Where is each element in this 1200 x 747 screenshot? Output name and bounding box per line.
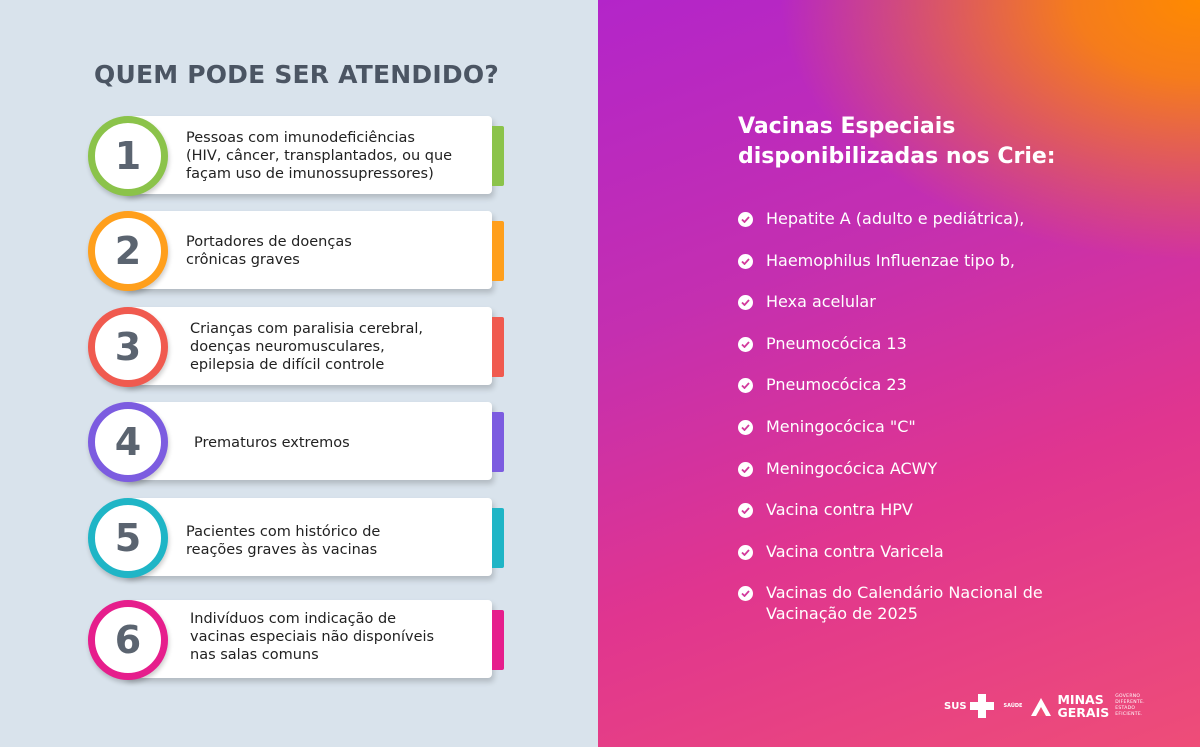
item-number: 5 bbox=[114, 516, 142, 560]
vaccine-item bbox=[738, 541, 1043, 583]
check-icon bbox=[738, 337, 753, 352]
vaccine-label: Haemophilus Influenzae tipo b, bbox=[766, 250, 1015, 270]
item-color-tab bbox=[492, 126, 504, 186]
vaccine-label: Vacina contra Varicela bbox=[766, 541, 944, 561]
vaccine-item bbox=[738, 208, 1043, 250]
sus-logo-text: SUS bbox=[944, 700, 967, 712]
vaccines-title: Vacinas Especiais disponibilizadas nos Crie: bbox=[738, 114, 1056, 169]
check-icon bbox=[738, 462, 753, 477]
item-number: 3 bbox=[114, 325, 142, 369]
vaccine-item bbox=[738, 458, 1043, 500]
item-text: Pessoas com imunodeficiências (HIV, câncer, transplantados, ou que façam uso de imunossupressores) bbox=[186, 130, 453, 182]
number-circle bbox=[88, 116, 168, 196]
list-item-5 bbox=[88, 498, 508, 584]
saude-label: SAÚDE bbox=[1003, 703, 1023, 709]
number-circle bbox=[88, 600, 168, 680]
item-number: 4 bbox=[114, 420, 142, 464]
item-number: 6 bbox=[114, 618, 142, 662]
page-title: QUEM PODE SER ATENDIDO? bbox=[94, 60, 499, 89]
item-color-tab bbox=[492, 317, 504, 377]
vaccine-item bbox=[738, 582, 1043, 624]
list-item-1 bbox=[88, 116, 508, 202]
number-circle bbox=[88, 498, 168, 578]
check-icon bbox=[738, 254, 753, 269]
right-panel bbox=[598, 0, 1200, 747]
minas-gerais-logo-text: MINAS GERAIS bbox=[1057, 692, 1110, 720]
vaccine-item bbox=[738, 499, 1043, 541]
vaccine-label: Pneumocócica 13 bbox=[766, 333, 907, 353]
item-color-tab bbox=[492, 221, 504, 281]
check-icon bbox=[738, 503, 753, 518]
item-number: 2 bbox=[114, 229, 142, 273]
list-item-6 bbox=[88, 600, 508, 686]
vaccine-label: Hepatite A (adulto e pediátrica), bbox=[766, 209, 1025, 228]
vaccine-item bbox=[738, 291, 1043, 333]
check-icon bbox=[738, 378, 753, 393]
item-color-tab bbox=[492, 508, 504, 568]
vaccine-label: Hexa acelular bbox=[766, 292, 876, 312]
check-icon bbox=[738, 545, 753, 560]
item-text: Pacientes com histórico de reações graves às vacinas bbox=[186, 524, 381, 558]
check-icon bbox=[738, 586, 753, 601]
vaccine-label: Pneumocócica 23 bbox=[766, 375, 907, 395]
item-text: Portadores de doenças crônicas graves bbox=[186, 234, 352, 268]
vaccine-label: Vacina contra HPV bbox=[766, 500, 913, 520]
item-color-tab bbox=[492, 610, 504, 670]
minas-gerais-mark-icon bbox=[1030, 695, 1052, 717]
vaccine-item bbox=[738, 333, 1043, 375]
item-text: Prematuros extremos bbox=[194, 435, 350, 451]
item-number: 1 bbox=[114, 134, 142, 178]
check-icon bbox=[738, 420, 753, 435]
left-panel bbox=[0, 0, 598, 747]
vaccine-label: Vacinas do Calendário Nacional de Vacinação de 2025 bbox=[766, 583, 1043, 624]
number-circle bbox=[88, 211, 168, 291]
item-text: Indivíduos com indicação de vacinas especiais não disponíveis nas salas comuns bbox=[190, 611, 435, 663]
vaccine-label: Meningocócica "C" bbox=[766, 416, 916, 436]
governo-slogan: GOVERNO DIFERENTE. ESTADO EFICIENTE. bbox=[1115, 694, 1145, 717]
number-circle bbox=[88, 402, 168, 482]
cross-icon bbox=[970, 694, 994, 718]
check-icon bbox=[738, 212, 753, 227]
vaccine-label: Meningocócica ACWY bbox=[766, 458, 938, 478]
list-item-2 bbox=[88, 211, 508, 297]
list-item-4 bbox=[88, 402, 508, 488]
vaccine-list bbox=[738, 208, 1043, 624]
check-icon bbox=[738, 295, 753, 310]
vaccine-item bbox=[738, 374, 1043, 416]
list-item-3 bbox=[88, 307, 508, 393]
number-circle bbox=[88, 307, 168, 387]
item-text: Crianças com paralisia cerebral, doenças neuromusculares, epilepsia de difícil controle bbox=[190, 321, 424, 373]
vaccine-item bbox=[738, 250, 1043, 292]
footer-logos bbox=[944, 688, 1145, 724]
vaccine-item bbox=[738, 416, 1043, 458]
